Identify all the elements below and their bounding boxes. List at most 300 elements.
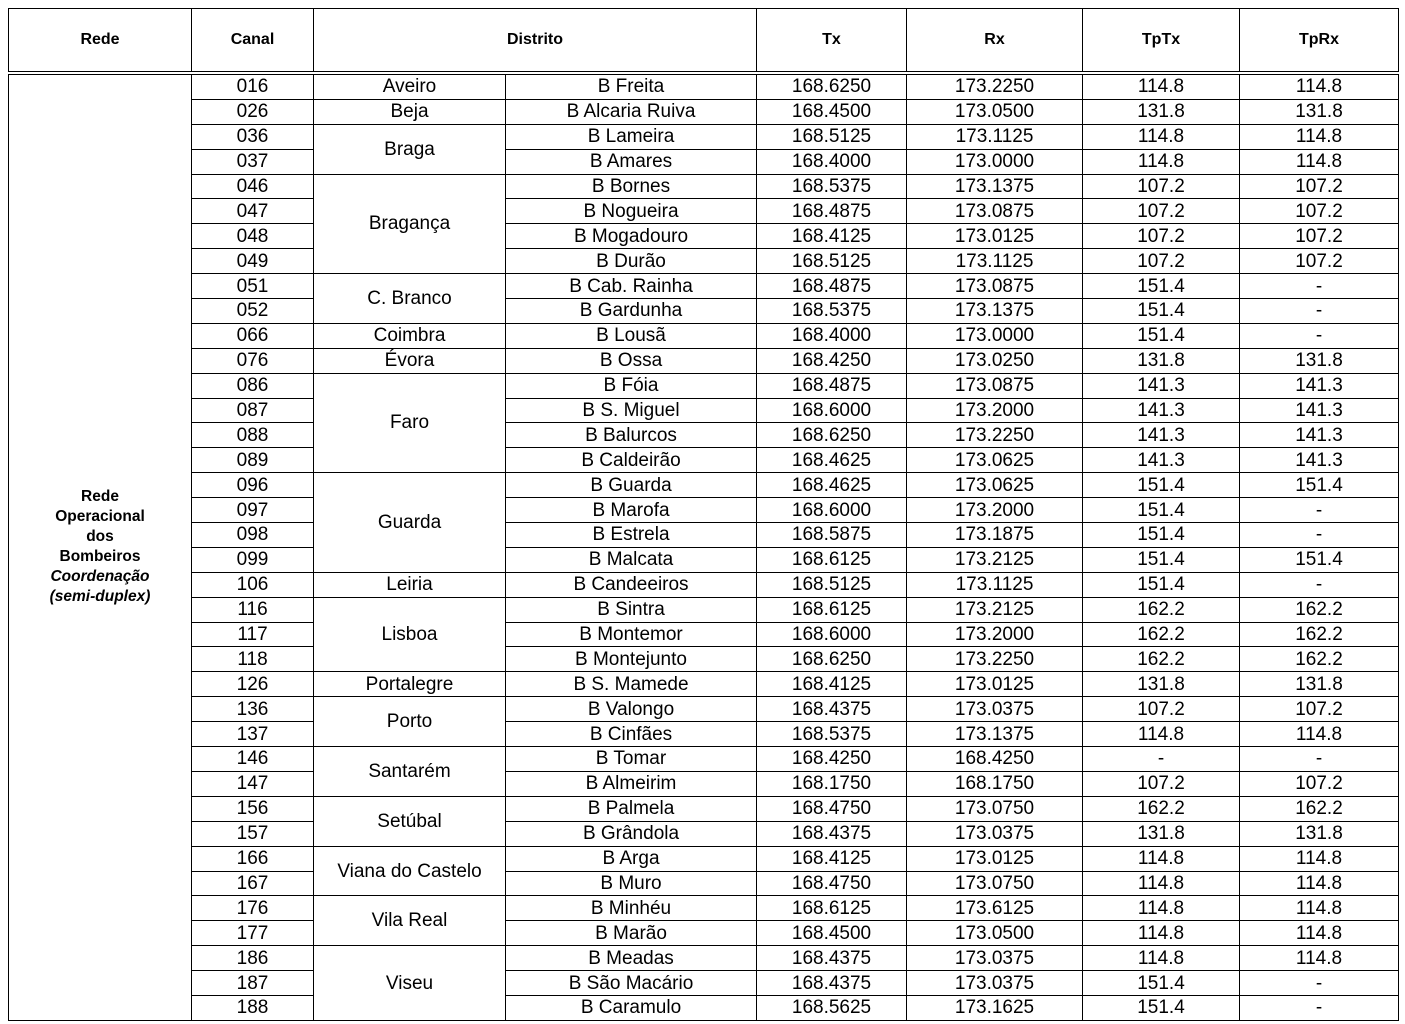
- distrito-cell: Bragança: [314, 174, 506, 274]
- tptx-cell: 131.8: [1083, 348, 1240, 373]
- tptx-cell: 151.4: [1083, 274, 1240, 299]
- table-body: [9, 73, 1399, 1020]
- tx-cell: 168.5375: [757, 299, 907, 324]
- canal-cell: 076: [192, 348, 314, 373]
- canal-cell: 098: [192, 523, 314, 548]
- tx-cell: 168.4125: [757, 224, 907, 249]
- rx-cell: 168.4250: [907, 747, 1083, 772]
- rx-cell: 173.2250: [907, 647, 1083, 672]
- tx-cell: 168.5375: [757, 722, 907, 747]
- tptx-cell: 107.2: [1083, 199, 1240, 224]
- local-cell: B Valongo: [506, 697, 757, 722]
- tptx-cell: 162.2: [1083, 796, 1240, 821]
- distrito-cell: Leiria: [314, 572, 506, 597]
- tx-cell: 168.4375: [757, 697, 907, 722]
- local-cell: B Minhéu: [506, 896, 757, 921]
- local-cell: B Estrela: [506, 523, 757, 548]
- local-cell: B S. Miguel: [506, 398, 757, 423]
- canal-cell: 088: [192, 423, 314, 448]
- canal-cell: 156: [192, 796, 314, 821]
- tprx-cell: 107.2: [1240, 771, 1399, 796]
- canal-cell: 166: [192, 846, 314, 871]
- table-row: [9, 871, 1399, 896]
- tptx-cell: 107.2: [1083, 697, 1240, 722]
- table-row: [9, 473, 1399, 498]
- rx-cell: 173.0500: [907, 921, 1083, 946]
- rx-cell: 173.1625: [907, 995, 1083, 1020]
- rx-cell: 173.0375: [907, 697, 1083, 722]
- tprx-cell: 131.8: [1240, 99, 1399, 124]
- table-row: [9, 398, 1399, 423]
- canal-cell: 046: [192, 174, 314, 199]
- local-cell: B Tomar: [506, 747, 757, 772]
- tptx-cell: 114.8: [1083, 946, 1240, 971]
- canal-cell: 146: [192, 747, 314, 772]
- table-row: [9, 796, 1399, 821]
- canal-cell: 036: [192, 124, 314, 149]
- canal-cell: 187: [192, 971, 314, 996]
- tptx-cell: 114.8: [1083, 846, 1240, 871]
- distrito-cell: Portalegre: [314, 672, 506, 697]
- tx-cell: 168.4375: [757, 821, 907, 846]
- tprx-cell: -: [1240, 572, 1399, 597]
- tptx-cell: 151.4: [1083, 299, 1240, 324]
- rx-cell: 173.0375: [907, 821, 1083, 846]
- rx-cell: 173.0500: [907, 99, 1083, 124]
- rx-cell: 173.0625: [907, 448, 1083, 473]
- rx-cell: 168.1750: [907, 771, 1083, 796]
- tptx-cell: 131.8: [1083, 99, 1240, 124]
- tptx-cell: 114.8: [1083, 124, 1240, 149]
- local-cell: B Fóia: [506, 373, 757, 398]
- canal-cell: 137: [192, 722, 314, 747]
- canal-cell: 177: [192, 921, 314, 946]
- table-row: [9, 498, 1399, 523]
- tptx-cell: 141.3: [1083, 398, 1240, 423]
- tprx-cell: 162.2: [1240, 622, 1399, 647]
- tx-cell: 168.4875: [757, 274, 907, 299]
- rx-cell: 173.0125: [907, 672, 1083, 697]
- tx-cell: 168.6250: [757, 647, 907, 672]
- rede-label-line4: Bombeiros: [59, 548, 141, 566]
- tx-cell: 168.5125: [757, 124, 907, 149]
- distrito-cell: Braga: [314, 124, 506, 174]
- local-cell: B São Macário: [506, 971, 757, 996]
- tx-cell: 168.1750: [757, 771, 907, 796]
- table-row: [9, 747, 1399, 772]
- tprx-cell: 107.2: [1240, 224, 1399, 249]
- tptx-cell: 131.8: [1083, 672, 1240, 697]
- tptx-cell: 131.8: [1083, 821, 1240, 846]
- canal-cell: 117: [192, 622, 314, 647]
- local-cell: B Marofa: [506, 498, 757, 523]
- tx-cell: 168.6125: [757, 597, 907, 622]
- tx-cell: 168.6125: [757, 896, 907, 921]
- local-cell: B Balurcos: [506, 423, 757, 448]
- distrito-cell: Aveiro: [314, 73, 506, 99]
- table-row: [9, 921, 1399, 946]
- rx-cell: 173.0625: [907, 473, 1083, 498]
- tx-cell: 168.6250: [757, 73, 907, 99]
- local-cell: B Lousã: [506, 323, 757, 348]
- distrito-cell: Lisboa: [314, 597, 506, 672]
- tx-cell: 168.4000: [757, 323, 907, 348]
- distrito-cell: C. Branco: [314, 274, 506, 324]
- tx-cell: 168.4125: [757, 672, 907, 697]
- tx-cell: 168.4375: [757, 946, 907, 971]
- header-row: [9, 9, 1399, 74]
- tptx-cell: 151.4: [1083, 523, 1240, 548]
- rx-cell: 173.0875: [907, 373, 1083, 398]
- local-cell: B Meadas: [506, 946, 757, 971]
- distrito-cell: Évora: [314, 348, 506, 373]
- table-row: [9, 946, 1399, 971]
- distrito-cell: Guarda: [314, 473, 506, 573]
- rx-cell: 173.1375: [907, 299, 1083, 324]
- tprx-cell: 162.2: [1240, 647, 1399, 672]
- local-cell: B Freita: [506, 73, 757, 99]
- table-row: [9, 174, 1399, 199]
- tprx-cell: 107.2: [1240, 249, 1399, 274]
- table-row: [9, 448, 1399, 473]
- tptx-cell: 114.8: [1083, 871, 1240, 896]
- rx-cell: 173.1875: [907, 523, 1083, 548]
- rx-cell: 173.2000: [907, 622, 1083, 647]
- canal-cell: 118: [192, 647, 314, 672]
- tx-cell: 168.6000: [757, 398, 907, 423]
- tx-cell: 168.5125: [757, 572, 907, 597]
- tprx-cell: 114.8: [1240, 896, 1399, 921]
- canal-cell: 126: [192, 672, 314, 697]
- tptx-cell: 114.8: [1083, 896, 1240, 921]
- table-row: [9, 199, 1399, 224]
- local-cell: B Ossa: [506, 348, 757, 373]
- rx-cell: 173.2000: [907, 398, 1083, 423]
- header-rede: Rede: [9, 9, 192, 74]
- canal-cell: 167: [192, 871, 314, 896]
- canal-cell: 097: [192, 498, 314, 523]
- distrito-cell: Viana do Castelo: [314, 846, 506, 896]
- header-distrito: Distrito: [314, 9, 757, 74]
- rede-label-line5: Coordenação: [50, 568, 150, 586]
- local-cell: B Malcata: [506, 547, 757, 572]
- tptx-cell: 162.2: [1083, 647, 1240, 672]
- rx-cell: 173.0750: [907, 796, 1083, 821]
- tprx-cell: -: [1240, 995, 1399, 1020]
- canal-cell: 066: [192, 323, 314, 348]
- canal-cell: 157: [192, 821, 314, 846]
- canal-cell: 047: [192, 199, 314, 224]
- canal-cell: 147: [192, 771, 314, 796]
- local-cell: B Nogueira: [506, 199, 757, 224]
- tprx-cell: 114.8: [1240, 722, 1399, 747]
- table-row: [9, 149, 1399, 174]
- tx-cell: 168.6125: [757, 547, 907, 572]
- table-row: [9, 99, 1399, 124]
- local-cell: B Bornes: [506, 174, 757, 199]
- rede-label-line6: (semi-duplex): [49, 588, 151, 606]
- canal-cell: 188: [192, 995, 314, 1020]
- table-row: [9, 995, 1399, 1020]
- canal-cell: 049: [192, 249, 314, 274]
- table-row: [9, 896, 1399, 921]
- tprx-cell: 151.4: [1240, 473, 1399, 498]
- local-cell: B Montemor: [506, 622, 757, 647]
- tptx-cell: 151.4: [1083, 547, 1240, 572]
- canal-cell: 089: [192, 448, 314, 473]
- table-row: [9, 224, 1399, 249]
- tprx-cell: -: [1240, 747, 1399, 772]
- tx-cell: 168.5375: [757, 174, 907, 199]
- tx-cell: 168.4500: [757, 99, 907, 124]
- local-cell: B S. Mamede: [506, 672, 757, 697]
- tprx-cell: 141.3: [1240, 398, 1399, 423]
- rx-cell: 173.6125: [907, 896, 1083, 921]
- rx-cell: 173.2125: [907, 547, 1083, 572]
- distrito-cell: Santarém: [314, 747, 506, 797]
- local-cell: B Lameira: [506, 124, 757, 149]
- rx-cell: 173.0750: [907, 871, 1083, 896]
- rede-label-cell: [9, 73, 192, 1020]
- tprx-cell: 107.2: [1240, 174, 1399, 199]
- rx-cell: 173.0375: [907, 946, 1083, 971]
- tprx-cell: 141.3: [1240, 423, 1399, 448]
- local-cell: B Sintra: [506, 597, 757, 622]
- tprx-cell: 114.8: [1240, 149, 1399, 174]
- rx-cell: 173.2125: [907, 597, 1083, 622]
- tprx-cell: 162.2: [1240, 796, 1399, 821]
- canal-cell: 086: [192, 373, 314, 398]
- rede-label-line3: dos: [86, 528, 114, 546]
- local-cell: B Guarda: [506, 473, 757, 498]
- header-tprx: TpRx: [1240, 9, 1399, 74]
- distrito-cell: Vila Real: [314, 896, 506, 946]
- table-row: [9, 722, 1399, 747]
- table-row: [9, 348, 1399, 373]
- tprx-cell: 114.8: [1240, 846, 1399, 871]
- local-cell: B Grândola: [506, 821, 757, 846]
- table-row: [9, 274, 1399, 299]
- local-cell: B Caramulo: [506, 995, 757, 1020]
- canal-cell: 026: [192, 99, 314, 124]
- tptx-cell: 141.3: [1083, 448, 1240, 473]
- tx-cell: 168.4250: [757, 348, 907, 373]
- tprx-cell: 114.8: [1240, 124, 1399, 149]
- local-cell: B Cab. Rainha: [506, 274, 757, 299]
- table-row: [9, 124, 1399, 149]
- tx-cell: 168.4875: [757, 199, 907, 224]
- local-cell: B Durão: [506, 249, 757, 274]
- rx-cell: 173.0125: [907, 224, 1083, 249]
- canal-cell: 052: [192, 299, 314, 324]
- table-row: [9, 547, 1399, 572]
- tx-cell: 168.4250: [757, 747, 907, 772]
- rx-cell: 173.2250: [907, 423, 1083, 448]
- table-row: [9, 672, 1399, 697]
- table-row: [9, 299, 1399, 324]
- local-cell: B Marão: [506, 921, 757, 946]
- canal-cell: 176: [192, 896, 314, 921]
- tprx-cell: 114.8: [1240, 73, 1399, 99]
- tprx-cell: -: [1240, 971, 1399, 996]
- tprx-cell: 141.3: [1240, 448, 1399, 473]
- tprx-cell: -: [1240, 523, 1399, 548]
- rx-cell: 173.0875: [907, 199, 1083, 224]
- distrito-cell: Coimbra: [314, 323, 506, 348]
- tptx-cell: 107.2: [1083, 249, 1240, 274]
- tptx-cell: 162.2: [1083, 622, 1240, 647]
- local-cell: B Amares: [506, 149, 757, 174]
- rx-cell: 173.0375: [907, 971, 1083, 996]
- table-row: [9, 423, 1399, 448]
- tx-cell: 168.6000: [757, 498, 907, 523]
- tprx-cell: 141.3: [1240, 373, 1399, 398]
- rx-cell: 173.0125: [907, 846, 1083, 871]
- local-cell: B Palmela: [506, 796, 757, 821]
- canal-cell: 048: [192, 224, 314, 249]
- canal-cell: 016: [192, 73, 314, 99]
- tx-cell: 168.4375: [757, 971, 907, 996]
- distrito-cell: Beja: [314, 99, 506, 124]
- table-row: [9, 249, 1399, 274]
- tprx-cell: 107.2: [1240, 697, 1399, 722]
- tx-cell: 168.4125: [757, 846, 907, 871]
- tprx-cell: -: [1240, 323, 1399, 348]
- local-cell: B Candeeiros: [506, 572, 757, 597]
- table-row: [9, 771, 1399, 796]
- channel-table: [8, 8, 1399, 1021]
- rx-cell: 173.0000: [907, 149, 1083, 174]
- local-cell: B Almeirim: [506, 771, 757, 796]
- tptx-cell: 114.8: [1083, 921, 1240, 946]
- tprx-cell: 131.8: [1240, 348, 1399, 373]
- tptx-cell: 141.3: [1083, 423, 1240, 448]
- table-row: [9, 622, 1399, 647]
- tx-cell: 168.4625: [757, 448, 907, 473]
- canal-cell: 099: [192, 547, 314, 572]
- rx-cell: 173.1375: [907, 174, 1083, 199]
- canal-cell: 136: [192, 697, 314, 722]
- distrito-cell: Viseu: [314, 946, 506, 1021]
- table-row: [9, 647, 1399, 672]
- tx-cell: 168.6000: [757, 622, 907, 647]
- tptx-cell: 141.3: [1083, 373, 1240, 398]
- canal-cell: 106: [192, 572, 314, 597]
- tptx-cell: -: [1083, 747, 1240, 772]
- tx-cell: 168.4750: [757, 796, 907, 821]
- table-row: [9, 73, 1399, 99]
- tptx-cell: 162.2: [1083, 597, 1240, 622]
- tx-cell: 168.5625: [757, 995, 907, 1020]
- rx-cell: 173.2250: [907, 73, 1083, 99]
- tptx-cell: 107.2: [1083, 174, 1240, 199]
- canal-cell: 051: [192, 274, 314, 299]
- rx-cell: 173.1375: [907, 722, 1083, 747]
- tx-cell: 168.5125: [757, 249, 907, 274]
- tprx-cell: 162.2: [1240, 597, 1399, 622]
- tptx-cell: 114.8: [1083, 722, 1240, 747]
- tx-cell: 168.4000: [757, 149, 907, 174]
- table-row: [9, 821, 1399, 846]
- table-row: [9, 323, 1399, 348]
- tprx-cell: -: [1240, 299, 1399, 324]
- tptx-cell: 114.8: [1083, 149, 1240, 174]
- tx-cell: 168.4625: [757, 473, 907, 498]
- rede-label-line1: Rede: [81, 488, 119, 506]
- table-row: [9, 523, 1399, 548]
- tptx-cell: 107.2: [1083, 224, 1240, 249]
- tprx-cell: 131.8: [1240, 821, 1399, 846]
- rx-cell: 173.1125: [907, 124, 1083, 149]
- tx-cell: 168.4875: [757, 373, 907, 398]
- header-tptx: TpTx: [1083, 9, 1240, 74]
- distrito-cell: Setúbal: [314, 796, 506, 846]
- table-row: [9, 971, 1399, 996]
- tprx-cell: 114.8: [1240, 871, 1399, 896]
- tprx-cell: 131.8: [1240, 672, 1399, 697]
- header-tx: Tx: [757, 9, 907, 74]
- canal-cell: 087: [192, 398, 314, 423]
- local-cell: B Montejunto: [506, 647, 757, 672]
- rx-cell: 173.1125: [907, 249, 1083, 274]
- tptx-cell: 151.4: [1083, 498, 1240, 523]
- distrito-cell: Porto: [314, 697, 506, 747]
- canal-cell: 096: [192, 473, 314, 498]
- rx-cell: 173.0250: [907, 348, 1083, 373]
- local-cell: B Arga: [506, 846, 757, 871]
- table-row: [9, 597, 1399, 622]
- rx-cell: 173.2000: [907, 498, 1083, 523]
- local-cell: B Gardunha: [506, 299, 757, 324]
- rede-label-line2: Operacional: [55, 508, 145, 526]
- tx-cell: 168.4750: [757, 871, 907, 896]
- distrito-cell: Faro: [314, 373, 506, 473]
- table-row: [9, 697, 1399, 722]
- local-cell: B Alcaria Ruiva: [506, 99, 757, 124]
- rx-cell: 173.0875: [907, 274, 1083, 299]
- tprx-cell: -: [1240, 274, 1399, 299]
- tptx-cell: 107.2: [1083, 771, 1240, 796]
- tx-cell: 168.5875: [757, 523, 907, 548]
- tx-cell: 168.6250: [757, 423, 907, 448]
- canal-cell: 186: [192, 946, 314, 971]
- local-cell: B Cinfães: [506, 722, 757, 747]
- tprx-cell: 114.8: [1240, 921, 1399, 946]
- tptx-cell: 114.8: [1083, 73, 1240, 99]
- local-cell: B Caldeirão: [506, 448, 757, 473]
- rx-cell: 173.0000: [907, 323, 1083, 348]
- tx-cell: 168.4500: [757, 921, 907, 946]
- tptx-cell: 151.4: [1083, 323, 1240, 348]
- tptx-cell: 151.4: [1083, 473, 1240, 498]
- header-canal: Canal: [192, 9, 314, 74]
- canal-cell: 116: [192, 597, 314, 622]
- table-row: [9, 572, 1399, 597]
- table-row: [9, 373, 1399, 398]
- tprx-cell: 151.4: [1240, 547, 1399, 572]
- local-cell: B Mogadouro: [506, 224, 757, 249]
- rx-cell: 173.1125: [907, 572, 1083, 597]
- tprx-cell: -: [1240, 498, 1399, 523]
- local-cell: B Muro: [506, 871, 757, 896]
- tptx-cell: 151.4: [1083, 572, 1240, 597]
- tptx-cell: 151.4: [1083, 995, 1240, 1020]
- tprx-cell: 107.2: [1240, 199, 1399, 224]
- canal-cell: 037: [192, 149, 314, 174]
- tptx-cell: 151.4: [1083, 971, 1240, 996]
- table-row: [9, 846, 1399, 871]
- tprx-cell: 114.8: [1240, 946, 1399, 971]
